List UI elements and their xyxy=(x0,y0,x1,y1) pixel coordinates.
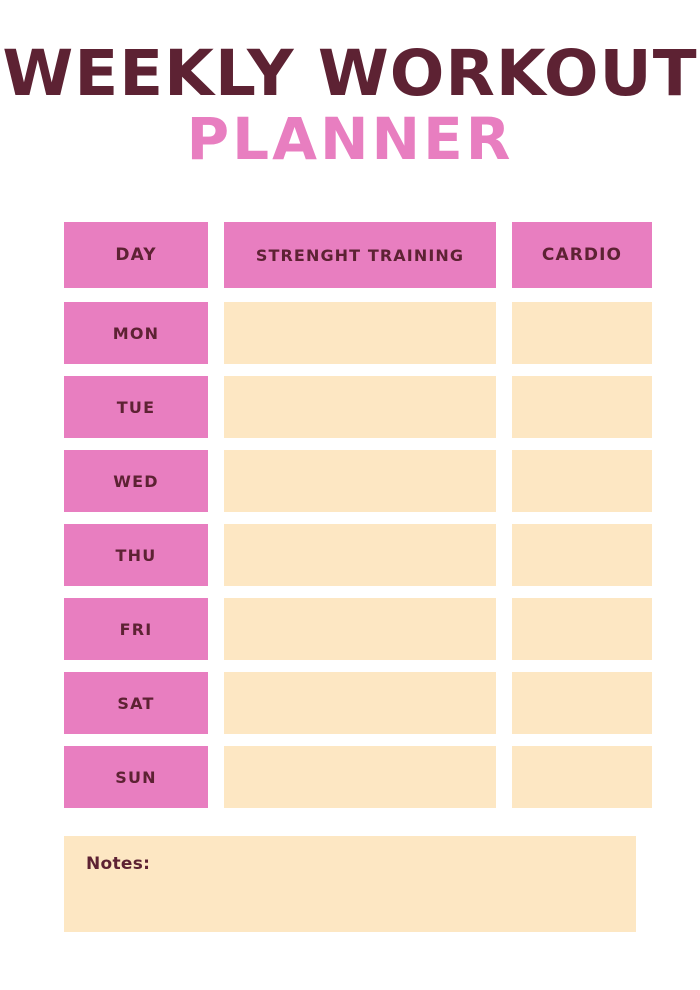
cardio-entry-field[interactable] xyxy=(512,450,652,512)
cardio-entry-field[interactable] xyxy=(512,672,652,734)
day-cell xyxy=(64,524,208,586)
strength-entry-field[interactable] xyxy=(224,672,496,734)
day-cell xyxy=(64,746,208,808)
day-cell xyxy=(64,376,208,438)
day-cell xyxy=(64,302,208,364)
day-label: SAT xyxy=(117,693,155,713)
page-title xyxy=(0,0,700,173)
day-label: FRI xyxy=(119,619,153,639)
table-row xyxy=(64,450,636,512)
table-row xyxy=(64,376,636,438)
table-row xyxy=(64,598,636,660)
cardio-entry-field[interactable] xyxy=(512,524,652,586)
table-header-row xyxy=(64,222,636,288)
day-label: MON xyxy=(112,323,160,343)
planner-table xyxy=(64,222,636,820)
day-cell xyxy=(64,672,208,734)
strength-entry-field[interactable] xyxy=(224,376,496,438)
title-line-1: WEEKLY WORKOUT xyxy=(2,37,698,110)
cardio-entry-field[interactable] xyxy=(512,746,652,808)
table-row xyxy=(64,524,636,586)
strength-entry-field[interactable] xyxy=(224,598,496,660)
day-label: SUN xyxy=(115,767,157,787)
table-row xyxy=(64,746,636,808)
notes-label: Notes: xyxy=(86,854,151,874)
table-row xyxy=(64,302,636,364)
day-label: WED xyxy=(113,471,159,491)
notes-section[interactable] xyxy=(64,836,636,932)
header-cell-day xyxy=(64,222,208,288)
header-cell-cardio xyxy=(512,222,652,288)
header-label-cardio: CARDIO xyxy=(541,245,623,265)
strength-entry-field[interactable] xyxy=(224,302,496,364)
strength-entry-field[interactable] xyxy=(224,450,496,512)
header-cell-strength xyxy=(224,222,496,288)
strength-entry-field[interactable] xyxy=(224,524,496,586)
day-cell xyxy=(64,450,208,512)
title-line-2: PLANNER xyxy=(186,104,514,173)
header-label-strength: STRENGHT TRAINING xyxy=(255,245,465,265)
cardio-entry-field[interactable] xyxy=(512,598,652,660)
strength-entry-field[interactable] xyxy=(224,746,496,808)
cardio-entry-field[interactable] xyxy=(512,302,652,364)
day-label: TUE xyxy=(116,397,156,417)
day-cell xyxy=(64,598,208,660)
day-label: THU xyxy=(115,545,157,565)
table-row xyxy=(64,672,636,734)
header-label-day: DAY xyxy=(115,245,157,265)
cardio-entry-field[interactable] xyxy=(512,376,652,438)
